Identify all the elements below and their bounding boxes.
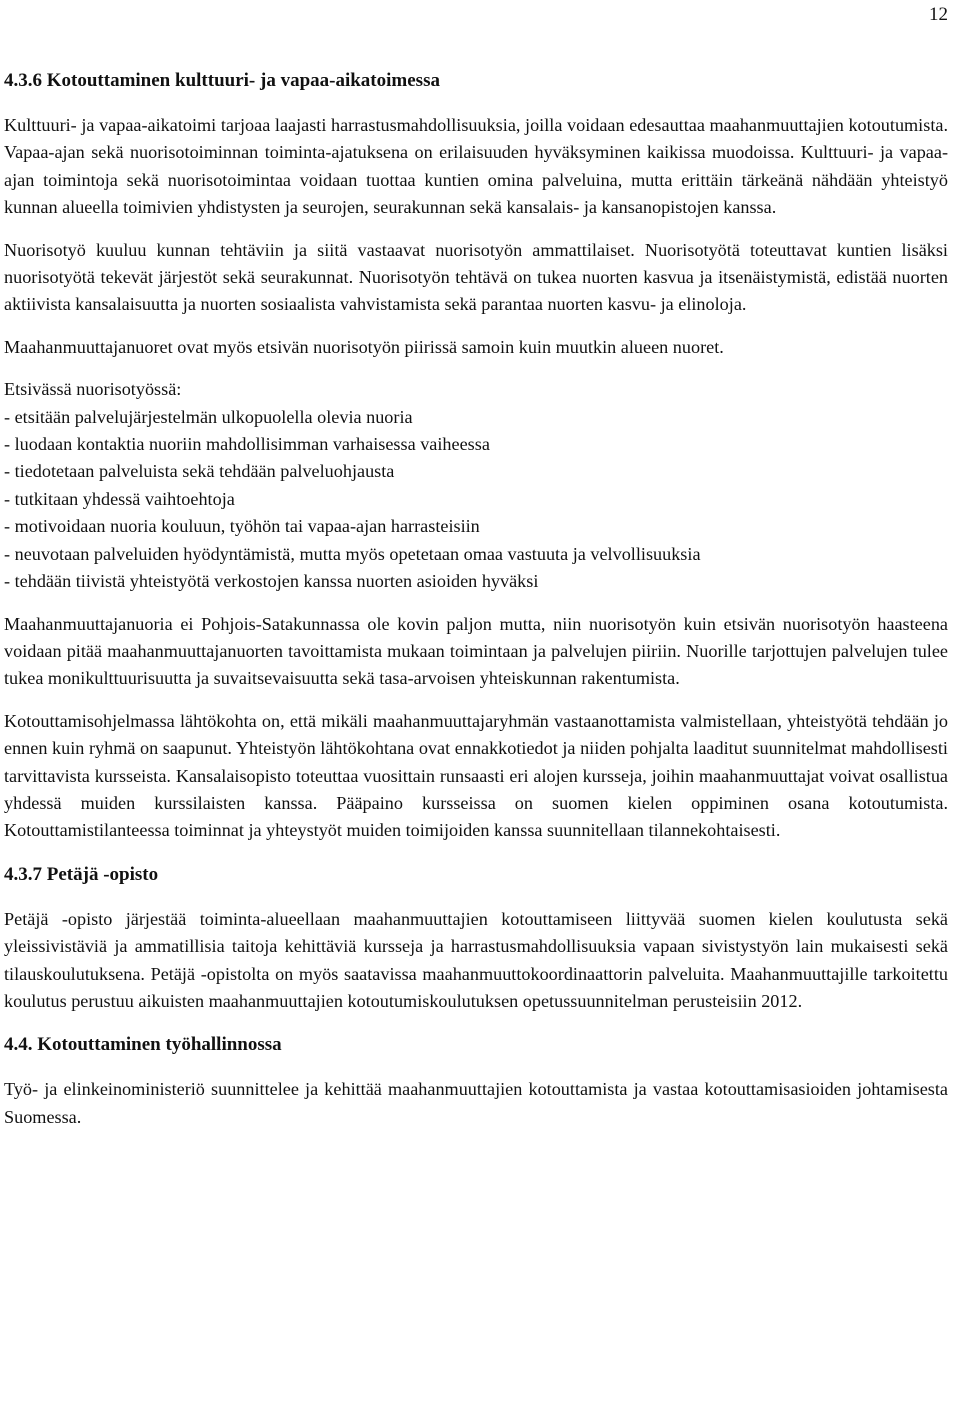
section-4-3-6 — [4, 66, 948, 845]
list-item: - tiedotetaan palveluista sekä tehdään palveluohjausta — [4, 458, 948, 485]
paragraph: Kotouttamisohjelmassa lähtökohta on, että mikäli maahanmuuttajaryhmän vastaanottamista valmistellaan, yhteistyötä tehdään jo ennen kuin ryhmä on saapunut. Yhteistyön lähtökohtana ovat ennakkotiedot ja niiden pohjalta laaditut suunnitelmat mahdollisesti tarvittavista kursseista. Kansalaisopisto toteuttaa vuosittain runsaasti eri alojen kursseja, joihin maahanmuuttajat voivat osallistua yhdessä muiden kurssilaisten kanssa. Pääpaino kursseissa on suomen kielen oppiminen osana kotoutumista. Kotouttamistilanteessa toiminnat ja yhteystyöt muiden toimijoiden kanssa suunnitellaan tilannekohtaisesti. — [4, 710, 948, 841]
list-item: - tutkitaan yhdessä vaihtoehtoja — [4, 486, 948, 513]
paragraph: Kulttuuri- ja vapaa-aikatoimi tarjoaa laajasti harrastusmahdollisuuksia, joilla voidaan edesauttaa maahanmuuttajien kotoutumista. Vapaa-ajan sekä nuorisotoiminnan toiminta-ajatuksena on erilaisuuden hyväksyminen kaikissa muodoissa. Kulttuuri- ja vapaa-ajan toimintoja sekä nuorisotoimintaa voidaan tuottaa kuntien omina palveluina, mutta erittäin tärkeänä nähdään yhteistyö kunnan alueella toimivien yhdistysten ja seurojen, seurakunnan sekä kansalais- ja kansanopistojen kanssa. — [4, 115, 948, 218]
paragraph: Maahanmuuttajanuoria ei Pohjois-Satakunnassa ole kovin paljon mutta, niin nuorisotyön kuin etsivän nuorisotyön haasteena voidaan pitää maahanmuuttajanuorten tavoittamista mukaan toimintaan ja palvelujen piiriin. Nuorille tarjottujen palvelujen tulee tukea monikulttuurisuutta ja suvaitsevaisuutta sekä tasa-arvoisen yhteiskunnan rakentumista. — [4, 613, 948, 689]
list-item: - luodaan kontaktia nuoriin mahdollisimman varhaisessa vaiheessa — [4, 431, 948, 458]
list-item: - tehdään tiivistä yhteistyötä verkostojen kanssa nuorten asioiden hyväksi — [4, 568, 948, 595]
section-heading: 4.3.7 Petäjä -opisto — [4, 863, 159, 885]
section-heading: 4.4. Kotouttaminen työhallinnossa — [4, 1034, 282, 1056]
paragraph: Maahanmuuttajanuoret ovat myös etsivän nuorisotyön piirissä samoin kuin muutkin alueen nuoret. — [4, 336, 724, 357]
list-intro: Etsivässä nuorisotyössä: — [4, 379, 182, 400]
list-item: - motivoidaan nuoria kouluun, työhön tai vapaa-ajan harrasteisiin — [4, 513, 948, 540]
page-number: 12 — [929, 4, 948, 25]
paragraph: Nuorisotyö kuuluu kunnan tehtäviin ja siitä vastaavat nuorisotyön ammattilaiset. Nuorisotyötä toteuttavat kuntien lisäksi nuorisotyötä tekevät järjestöt sekä seurakunnat. Nuorisotyön tehtävä on tukea nuorten kasvua ja itsenäistymistä, edistää nuorten aktiivista kansalaisuutta ja nuorten sosiaalista vahvistamista sekä parantaa nuorten kasvu- ja elinoloja. — [4, 239, 948, 315]
dash-list — [4, 404, 948, 596]
list-item: - neuvotaan palveluiden hyödyntämistä, mutta myös opetetaan omaa vastuuta ja velvollisuuksia — [4, 541, 948, 568]
section-heading: 4.3.6 Kotouttaminen kulttuuri- ja vapaa-aikatoimessa — [4, 70, 440, 91]
list-item: - etsitään palvelujärjestelmän ulkopuolella olevia nuoria — [4, 404, 948, 431]
paragraph: Petäjä -opisto järjestää toiminta-alueellaan maahanmuuttajien kotouttamiseen liittyvää suomen kielen koulutusta sekä yleissivistäviä ja ammatillisia taitoja kehittäviä kursseja ja harrastusmahdollisuuksia vapaan sivistystyön lain mukaisesti sekä tilauskoulutuksena. Petäjä -opistolta on myös saatavissa maahanmuuttokoordinaattorin palveluita. Maahanmuuttajille tarkoitettu koulutus perustuu aikuisten maahanmuuttajien kotoutumiskoulutuksen opetussuunnitelman perusteisiin 2012. — [4, 908, 948, 1011]
document-body — [4, 66, 948, 1146]
paragraph: Työ- ja elinkeinoministeriö suunnittelee ja kehittää maahanmuuttajien kotouttamista ja vastaa kotouttamisasioiden johtamisesta Suomessa. — [4, 1079, 948, 1127]
section-4-3-7 — [4, 860, 948, 1016]
section-4-4 — [4, 1030, 948, 1131]
